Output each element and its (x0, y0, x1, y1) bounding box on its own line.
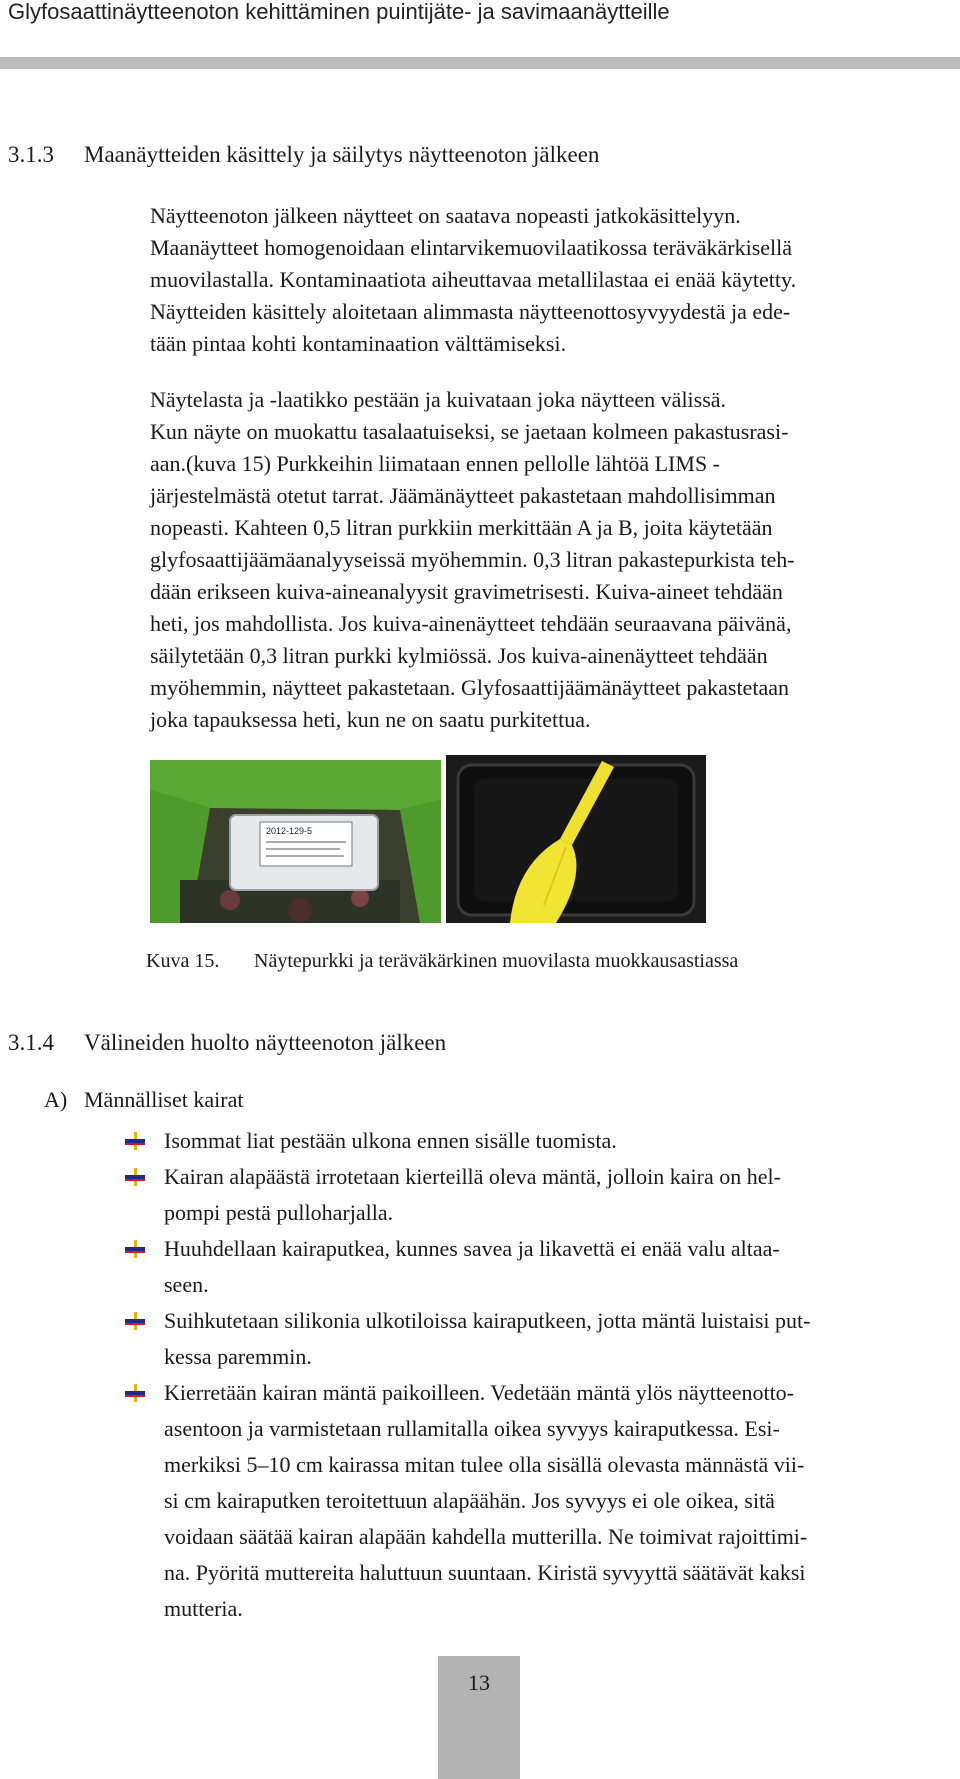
list-letter: A) (44, 1087, 68, 1112)
section-number: 3.1.4 (8, 1030, 54, 1055)
text-line: Kun näyte on muokattu tasalaatuiseksi, se jaetaan kolmeen pakastusrasi- (150, 419, 789, 444)
text-line: muovilastalla. Kontaminaatiota aiheuttavaa metallilastaa ei enää käytetty. (150, 267, 797, 292)
list-item-line: mutteria. (164, 1596, 243, 1621)
figure-caption (146, 950, 738, 973)
paragraph-2 (150, 384, 958, 736)
page-number: 13 (438, 1656, 520, 1779)
text-line: dään erikseen kuiva-aineanalyysit gravimetrisesti. Kuiva-aineet tehdään (150, 579, 783, 604)
caption-text: Näytepurkki ja teräväkärkinen muovilasta muokkausastiassa (254, 950, 739, 972)
text-line: Näytelasta ja -laatikko pestään ja kuivataan joka näytteen välissä. (150, 387, 727, 412)
list-heading (44, 1087, 243, 1113)
text-line: joka tapauksessa heti, kun ne on saatu purkitettua. (150, 707, 591, 732)
list-item-line: Suihkutetaan silikonia ulkotiloissa kairaputkeen, jotta mäntä luistaisi put- (164, 1308, 811, 1333)
text-line: myöhemmin, näytteet pakastetaan. Glyfosaattijäämänäytteet pakastetaan (150, 675, 789, 700)
list-item (122, 1375, 958, 1627)
arrow-bullet-icon (124, 1131, 146, 1151)
arrow-bullet-icon (124, 1167, 146, 1187)
list-item (122, 1123, 958, 1159)
list-item-line: Isommat liat pestään ulkona ennen sisälle tuomista. (164, 1128, 617, 1153)
text-line: glyfosaattijäämäanalyyseissä myöhemmin. 0,3 litran pakastepurkista teh- (150, 547, 795, 572)
list-item-line: seen. (164, 1272, 209, 1297)
jar-label-text: 2012-129-5 (266, 826, 313, 836)
text-line: heti, jos mahdollista. Jos kuiva-ainenäytteet tehdään seuraavana päivänä, (150, 611, 792, 636)
text-line: Maanäytteet homogenoidaan elintarvikemuovilaatikossa teräväkärkisellä (150, 235, 793, 260)
list-item-line: merkiksi 5–10 cm kairassa mitan tulee olla sisällä olevasta männästä vii- (164, 1452, 805, 1477)
list-item-line: si cm kairaputken teroitettuun alapäähän. Jos syvyys ei ole oikea, sitä (164, 1488, 775, 1513)
figure-photos (150, 755, 706, 925)
text-line: säilytetään 0,3 litran purkki kylmiössä. Jos kuiva-ainenäytteet tehdään (150, 643, 768, 668)
list-item-line: asentoon ja varmistetaan rullamitalla oikea syvyys kairaputkessa. Esi- (164, 1416, 780, 1441)
text-line: Näytteiden käsittely aloitetaan alimmasta näytteenottosyvyydestä ja ede- (150, 299, 791, 324)
text-line: nopeasti. Kahteen 0,5 litran purkkiin merkittään A ja B, joita käytetään (150, 515, 773, 540)
photo-sample-jar-in-tray (150, 760, 441, 923)
list-item-line: Kairan alapäästä irrotetaan kierteillä oleva mäntä, jolloin kaira on hel- (164, 1164, 781, 1189)
section-heading-313 (8, 142, 599, 168)
section-title: Välineiden huolto näytteenoton jälkeen (84, 1030, 447, 1055)
list-item (122, 1159, 958, 1231)
section-number: 3.1.3 (8, 142, 54, 167)
list-item-line: Kierretään kairan mäntä paikoilleen. Vedetään mäntä ylös näytteenotto- (164, 1380, 795, 1405)
list-title: Männälliset kairat (84, 1087, 244, 1112)
list-item-line: na. Pyöritä muttereita haluttuun suuntaan. Kiristä syvyyttä säätävät kaksi (164, 1560, 806, 1585)
paragraph-1 (150, 200, 958, 360)
list-item (122, 1231, 958, 1303)
arrow-bullet-icon (124, 1383, 146, 1403)
text-line: aan.(kuva 15) Purkkeihin liimataan ennen pellolle lähtöä LIMS - (150, 451, 721, 476)
caption-label: Kuva 15. (146, 950, 220, 972)
list-item-line: kessa paremmin. (164, 1344, 312, 1369)
arrow-bullet-icon (124, 1311, 146, 1331)
list-item-line: Huuhdellaan kairaputkea, kunnes savea ja likavettä ei enää valu altaa- (164, 1236, 780, 1261)
photo-plastic-spatula (446, 755, 706, 923)
arrow-bullet-icon (124, 1239, 146, 1259)
header-rule (0, 57, 960, 69)
running-header: Glyfosaattinäytteenoton kehittäminen puintijäte- ja savimaanäytteille (8, 0, 670, 24)
section-heading-314 (8, 1030, 446, 1056)
text-line: järjestelmästä otetut tarrat. Jäämänäytteet pakastetaan mahdollisimman (150, 483, 776, 508)
text-line: tään pintaa kohti kontaminaation välttämiseksi. (150, 331, 567, 356)
bullet-list (122, 1123, 958, 1627)
section-title: Maanäytteiden käsittely ja säilytys näytteenoton jälkeen (84, 142, 600, 167)
list-item-line: pompi pestä pulloharjalla. (164, 1200, 394, 1225)
list-item (122, 1303, 958, 1375)
list-item-line: voidaan säätää kairan alapään kahdella mutterilla. Ne toimivat rajoittimi- (164, 1524, 808, 1549)
text-line: Näytteenoton jälkeen näytteet on saatava nopeasti jatkokäsittelyyn. (150, 203, 741, 228)
